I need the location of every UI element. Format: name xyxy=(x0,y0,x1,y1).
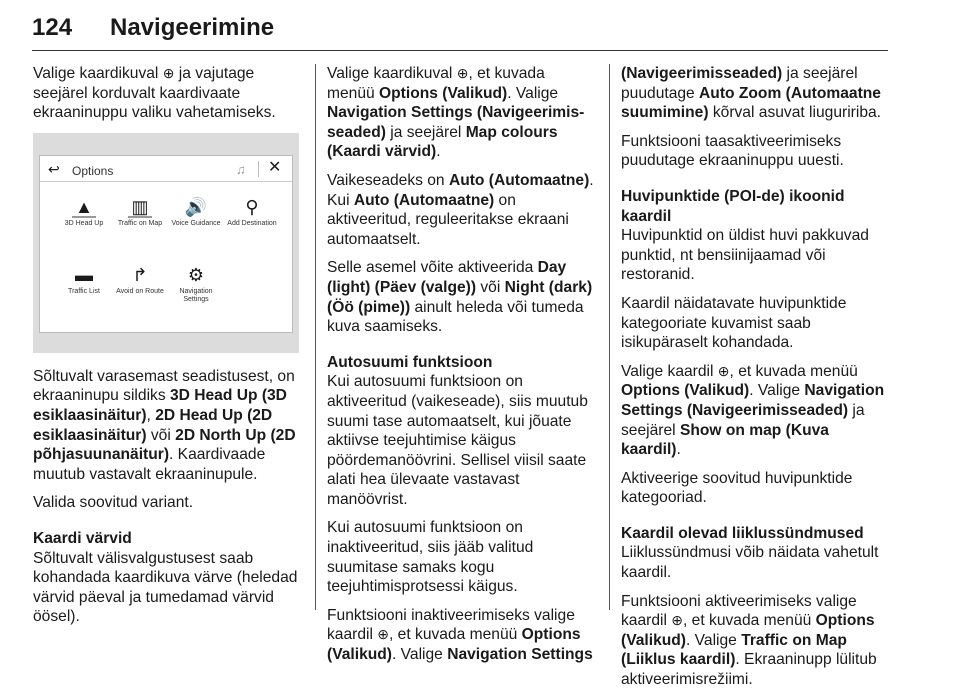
paragraph: Vaikeseadeks on Auto (Automaatne). Kui Auto (Automaatne) on aktiveeritud, reguleeritakse ekraani automaatselt. xyxy=(327,171,594,248)
music-icon: ♫ xyxy=(236,161,246,177)
avoid-route-icon: ↱ xyxy=(132,264,148,285)
section-heading: Kaardi värvid xyxy=(33,529,132,547)
add-destination-icon: ⚲ xyxy=(245,196,259,217)
paragraph: Huvipunktid on üldist huvi pakkuvad punktid, nt bensiinijaamad või restoranid. xyxy=(621,227,869,284)
head-up-icon: ▲ xyxy=(72,196,96,218)
traffic-light-icon: ▥ xyxy=(128,196,152,218)
paragraph: (Navigeerimisseaded) ja seejärel puudutage Auto Zoom (Automaatne suumimine) kõrval asuvat liuguririba. xyxy=(621,65,881,122)
paragraph: Kui autosuumi funktsioon on inaktiveeritud, siis jääb valitud suumitase samaks kogu teejuhtimisprotsessi käigus. xyxy=(327,519,534,596)
tile-traffic-list xyxy=(54,264,114,296)
close-icon: ✕ xyxy=(268,158,282,176)
tile-3d-head-up xyxy=(54,196,114,228)
speaker-icon: 🔊 xyxy=(184,196,208,217)
tile-label: Navigation Settings xyxy=(179,287,213,303)
map-settings-icon: ⊕ xyxy=(671,612,684,629)
map-settings-icon: ⊕ xyxy=(377,626,390,643)
tile-add-destination xyxy=(222,196,282,228)
column-1 xyxy=(33,64,305,636)
tile-label: Traffic List xyxy=(68,287,100,295)
section-heading: Kaardil olevad liiklussündmused xyxy=(621,524,864,542)
paragraph: Sõltuvalt varasemast seadistusest, on ekraaninupu sildiks 3D Head Up (3D esiklaasinäitur), 2D Head Up (2D esiklaasinäitur) või 2D North Up (2D põhjasuunanäitur). Kaardivaade muutub vastavalt ekraaninupule. xyxy=(33,367,296,483)
paragraph: Funktsiooni taasaktiveerimiseks puudutage ekraaninuppu uuesti. xyxy=(621,132,844,170)
tile-voice-guidance xyxy=(166,196,226,228)
screen-title: Options xyxy=(72,163,114,178)
paragraph: Valida soovitud variant. xyxy=(33,494,194,512)
paragraph: Liiklussündmusi võib näidata vahetult kaardil. xyxy=(621,544,879,582)
tile-label: Avoid on Route xyxy=(116,287,164,295)
page-header xyxy=(32,8,888,52)
tile-label: Add Destination xyxy=(227,219,277,227)
tile-traffic-on-map xyxy=(110,196,170,228)
tile-label: Voice Guidance xyxy=(171,219,221,227)
back-icon: ↩ xyxy=(48,160,60,177)
tile-avoid-on-route xyxy=(110,264,170,296)
gear-icon: ⚙ xyxy=(187,264,205,285)
section-heading: Autosuumi funktsioon xyxy=(327,353,493,371)
column-divider xyxy=(315,64,316,610)
tile-label: 3D Head Up xyxy=(64,219,104,227)
tile-navigation-settings xyxy=(166,264,226,304)
column-divider xyxy=(609,64,610,610)
paragraph: Funktsiooni inaktiveerimiseks valige kaardil ⊕, et kuvada menüü Options (Valikud). Valige Navigation Settings xyxy=(327,606,593,664)
map-settings-icon: ⊕ xyxy=(717,362,730,379)
column-3 xyxy=(621,64,891,699)
paragraph: Sõltuvalt välisvalgustusest saab kohandada kaardikuva värve (heledad värvid päeval ja tumedamad värvid öösel). xyxy=(33,549,298,626)
paragraph: Valige kaardil ⊕, et kuvada menüü Options (Valikud). Valige Navigation Settings (Navigeerimisseaded) ja seejärel Show on map (Kuva kaardil). xyxy=(621,362,885,459)
paragraph: Funktsiooni aktiveerimiseks valige kaardil ⊕, et kuvada menüü Options (Valikud). Valige Traffic on Map (Liiklus kaardil). Ekraaninupp lülitub aktiveerimisrežiimi. xyxy=(621,592,877,689)
paragraph: Kui autosuumi funktsioon on aktiveeritud (vaikeseade), siis muutub suumi tase automaatselt, kui jõuate aktiivse teejuhtimise käigus pöördemanöövrini. Sellisel viisil saate alati hea ülevaate vastavast manöövrist. xyxy=(327,373,588,508)
page-number: 124 xyxy=(32,14,73,41)
map-settings-icon: ⊕ xyxy=(162,65,175,81)
paragraph: Valige kaardikuval ⊕ ja vajutage seejärel korduvalt kaardivaate ekraaninuppu valiku vahetamiseks. xyxy=(33,65,276,122)
paragraph: Selle asemel võite aktiveerida Day (light) (Päev (valge)) või Night (dark) (Öö (pime)) ainult heleda või tumeda kuva saamiseks. xyxy=(327,259,593,336)
title-separator xyxy=(258,161,259,177)
car-list-icon: ▬ xyxy=(75,264,93,285)
screen-title-bar xyxy=(40,156,292,182)
options-screenshot xyxy=(33,133,299,353)
paragraph: Kaardil näidatavate huvipunktide kategooriate kuvamist saab isikupäraselt kohandada. xyxy=(621,294,847,352)
chapter-title: Navigeerimine xyxy=(110,14,275,41)
column-2 xyxy=(327,64,595,674)
map-settings-icon: ⊕ xyxy=(456,65,469,81)
options-screen xyxy=(39,155,293,333)
section-heading: Huvipunktide (POI-de) ikoonid kaardil xyxy=(621,187,845,225)
tile-label: Traffic on Map xyxy=(117,219,163,227)
paragraph: Valige kaardikuval ⊕, et kuvada menüü Options (Valikud). Valige Navigation Settings (Navigeerimis-seaded) ja seejärel Map colours (Kaardi värvid). xyxy=(327,65,585,161)
paragraph: Aktiveerige soovitud huvipunktide kategooriad. xyxy=(621,469,853,507)
header-divider xyxy=(32,50,888,51)
